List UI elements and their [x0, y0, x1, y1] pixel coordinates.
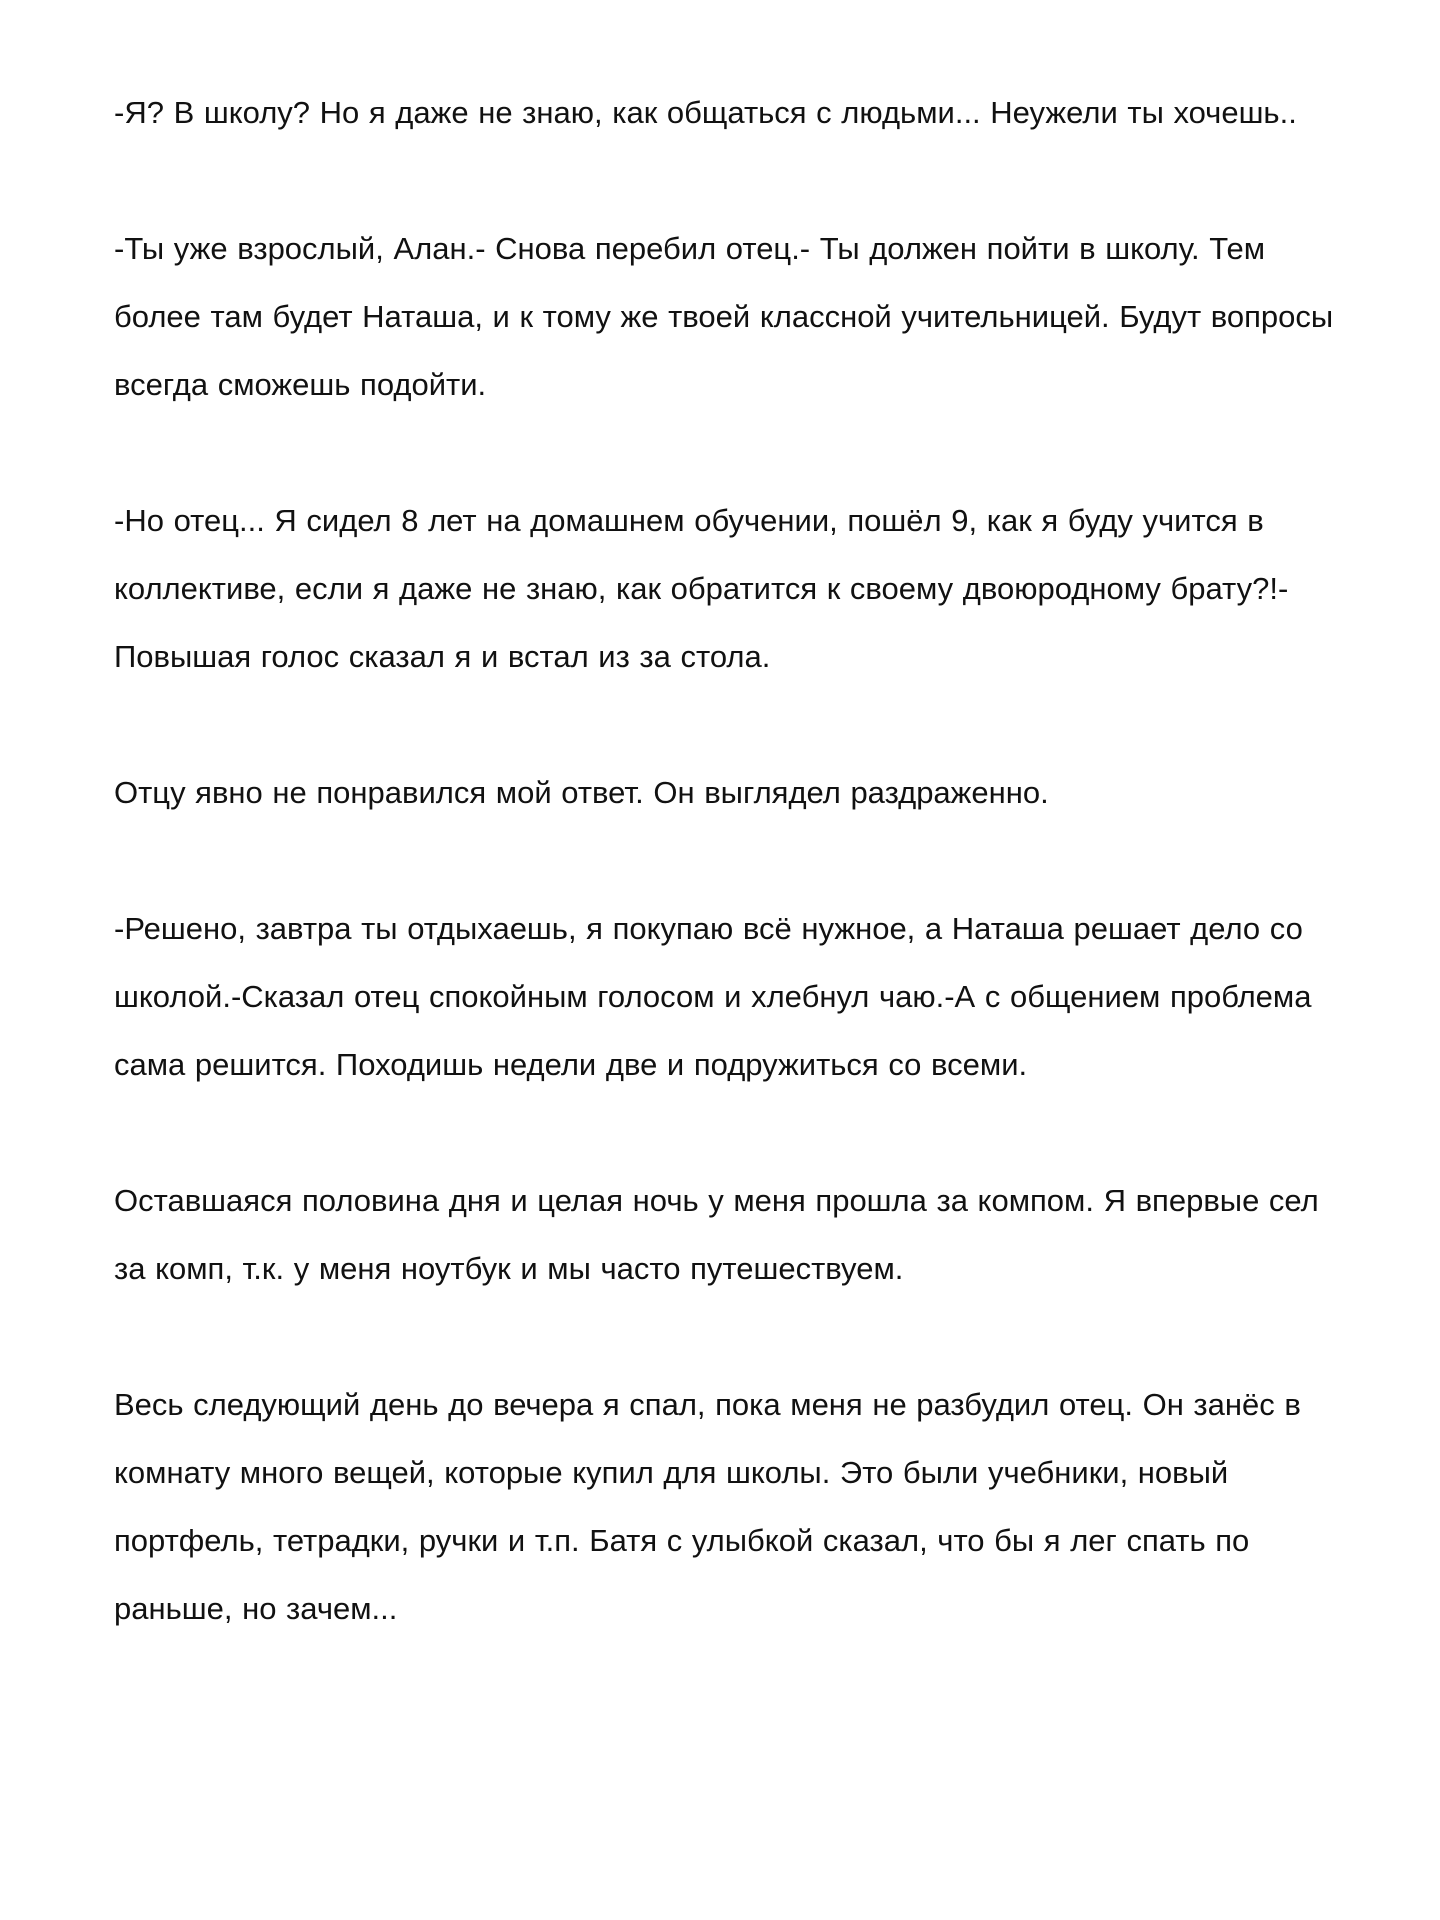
paragraph-5: -Решено, завтра ты отдыхаешь, я покупаю всё нужное, а Наташа решает дело со школой.-Сказал отец спокойным голосом и хлебнул чаю.-А с общением проблема сама решится. Походишь недели две и подружиться со всеми. — [114, 911, 1312, 1082]
paragraph-3: -Но отец... Я сидел 8 лет на домашнем обучении, пошёл 9, как я буду учится в коллективе, если я даже не знаю, как обратится к своему двоюродному брату?!-Повышая голос сказал я и встал из за стола. — [114, 503, 1289, 674]
paragraph-6: Оставшаяся половина дня и целая ночь у меня прошла за компом. Я впервые сел за комп, т.к. у меня ноутбук и мы часто путешествуем. — [114, 1183, 1319, 1286]
paragraph-7: Весь следующий день до вечера я спал, пока меня не разбудил отец. Он занёс в комнату много вещей, которые купил для школы. Это были учебники, новый портфель, тетрадки, ручки и т.п. Батя с улыбкой сказал, что бы я лег спать по раньше, но зачем... — [114, 1387, 1301, 1626]
paragraph-4: Отцу явно не понравился мой ответ. Он выглядел раздраженно. — [114, 775, 1049, 810]
paragraph-2: -Ты уже взрослый, Алан.- Снова перебил отец.- Ты должен пойти в школу. Тем более там будет Наташа, и к тому же твоей классной учительницей. Будут вопросы всегда сможешь подойти. — [114, 231, 1334, 402]
paragraph-1: -Я? В школу? Но я даже не знаю, как общаться с людьми... Неужели ты хочешь.. — [114, 95, 1297, 130]
